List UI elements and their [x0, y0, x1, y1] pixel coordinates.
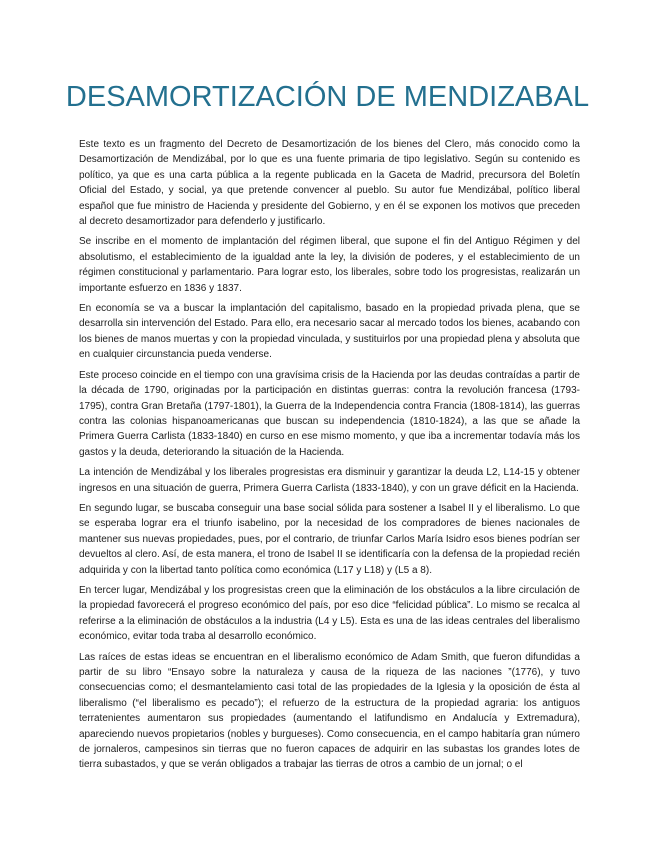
paragraph-roots: Las raíces de estas ideas se encuentran en el liberalismo económico de Adam Smith, que fueron difundidas a partir de su libro “Ensayo sobre la naturaleza y causa de la riqueza de las naciones ”(1776), y tuvo consecuencias como; el desmantelamiento casi total de las propiedades de la Iglesia y la oposición de ésta al liberalismo (“el liberalismo es pecado”); el refuerzo de la estructura de la propiedad agraria: los antiguos terratenientes aumentaron sus propiedades (aumentando el latifundismo en Andalucía y Extremadura), apareciendo nuevos propietarios (nobles y burgueses). Como consecuencia, en el campo habitaría gran número de jornaleros, campesinos sin tierras que no fueron capaces de adquirir en las subastas los grandes lotes de tierra subastados, y que se verán obligados a trabajar las tierras de otros a cambio de un jornal; o el: [79, 651, 580, 771]
paragraph-intention: La intención de Mendizábal y los liberales progresistas era disminuir y garantizar la deuda L2, L14-15 y obtener ingresos en una situación de guerra, Primera Guerra Carlista (1833-1840), y con un grave déficit en la Hacienda.: [79, 467, 580, 494]
paragraph-context: Se inscribe en el momento de implantación del régimen liberal, que supone el fin del Antiguo Régimen y del absolutismo, el establecimiento de la igualdad ante la ley, la división de poderes, y el establecimiento de un régimen constitucional y parlamentario. Para lograr esto, los liberales, sobre todo los progresistas, realizarán un importante esfuerzo en 1836 y 1837.: [79, 236, 580, 294]
paragraph-intro: Este texto es un fragmento del Decreto de Desamortización de los bienes del Clero, más conocido como la Desamortización de Mendizábal, por lo que es una fuente primaria de tipo legislativo. Según su contenido es político, ya que es una carta pública a la regente publicada en la Gaceta de Madrid, precursora del Boletín Oficial del Estado, y social, ya que pretende convencer al pueblo. Su autor fue Mendizábal, político liberal español que fue ministro de Hacienda y presidente del Gobierno, y en él se exponen los motivos que preceden al decreto desamortizador para defenderlo y justificarlo.: [79, 139, 580, 228]
document-title: DESAMORTIZACIÓN DE MENDIZABAL: [65, 81, 590, 113]
paragraph-third-aim: En tercer lugar, Mendizábal y los progresistas creen que la eliminación de los obstáculos a la libre circulación de la propiedad favorecerá el progreso económico del país, por eso dice “felicidad pública”. Lo mismo se recalca al referirse a la eliminación de obstáculos a la industria (L4 y L5). Esta es una de las ideas centrales del liberalismo económico, evitar toda traba al desarrollo económico.: [79, 584, 580, 643]
paragraph-economy: En economía se va a buscar la implantación del capitalismo, basado en la propiedad privada plena, que se desarrolla sin intervención del Estado. Para ello, era necesario sacar al mercado todos los bienes, acabando con los bienes de manos muertas y con la propiedad vinculada, y sustituirlos por una propiedad plena y absoluta que en cualquier circunstancia pueda venderse.: [79, 303, 580, 361]
document-body: [79, 137, 580, 778]
paragraph-second-aim: En segundo lugar, se buscaba conseguir una base social sólida para sostener a Isabel II y el liberalismo. Lo que se esperaba lograr era el triunfo isabelino, por la necesidad de los compradores de bienes nacionales de mantener sus nuevas propiedades, pues, por el contrario, de triunfar Carlos María Isidro esos bienes podrían ser devueltos al clero. Así, de esta manera, el trono de Isabel II se identificaría con la defensa de la propiedad recién adquirida y con la libertad tanto política como económica (L17 y L18) y (L5 a 8).: [79, 502, 580, 576]
paragraph-hacienda-crisis: Este proceso coincide en el tiempo con una gravísima crisis de la Hacienda por las deudas contraídas a partir de la década de 1790, originadas por la participación en distintas guerras: contra la revolución francesa (1793-1795), contra Gran Bretaña (1797-1801), la Guerra de la Independencia contra Francia (1808-1814), las guerras contra las colonias hispanoamericanas que buscan su independencia (1810-1824), a las que se añade la Primera Guerra Carlista (1833-1840) en curso en ese mismo momento, y que iba a incrementar todavía más los gastos y la deuda, deteriorando la situación de la Hacienda.: [79, 369, 580, 458]
